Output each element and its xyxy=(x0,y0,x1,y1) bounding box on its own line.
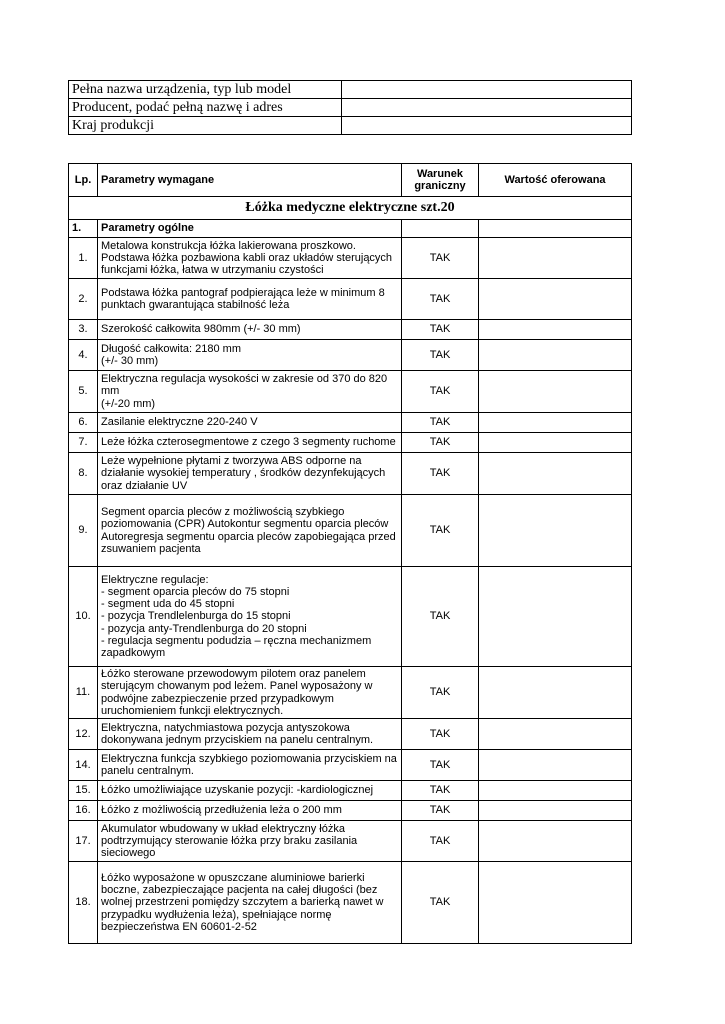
row-offered-value-field[interactable] xyxy=(479,279,632,320)
row-parameter: Elektryczne regulacje: - segment oparcia pleców do 75 stopni - segment uda do 45 stopni - pozycja Trendlelenburga do 15 stopni - pozycja anty-Trendlenburga do 20 stopni - regulacja segmentu podudzia – ręczna mechanizmem zapadkowym xyxy=(98,567,402,667)
row-number: 16. xyxy=(69,801,98,821)
header-condition: Warunek graniczny xyxy=(402,164,479,197)
header-row xyxy=(69,164,632,197)
section-title: Łóżka medyczne elektryczne szt.20 xyxy=(69,197,632,220)
row-number: 4. xyxy=(69,340,98,371)
row-condition: TAK xyxy=(402,320,479,340)
row-offered-value-field[interactable] xyxy=(479,320,632,340)
info-label: Pełna nazwa urządzenia, typ lub model xyxy=(69,81,342,99)
row-offered-value-field[interactable] xyxy=(479,667,632,719)
row-parameter: Elektryczna, natychmiastowa pozycja antyszokowa dokonywana jednym przyciskiem na panelu centralnym. xyxy=(98,719,402,750)
row-number: 2. xyxy=(69,279,98,320)
table-row xyxy=(69,279,632,320)
table-row xyxy=(69,495,632,567)
row-offered-value-field[interactable] xyxy=(479,567,632,667)
table-row xyxy=(69,371,632,413)
table-row xyxy=(69,453,632,495)
row-parameter: Długość całkowita: 2180 mm (+/- 30 mm) xyxy=(98,340,402,371)
row-number: 17. xyxy=(69,821,98,862)
table-row xyxy=(69,567,632,667)
group-condition-cell xyxy=(402,220,479,238)
row-condition: TAK xyxy=(402,567,479,667)
row-condition: TAK xyxy=(402,667,479,719)
table-row xyxy=(69,413,632,433)
table-row xyxy=(69,238,632,279)
row-number: 6. xyxy=(69,413,98,433)
row-number: 9. xyxy=(69,495,98,567)
row-number: 15. xyxy=(69,781,98,801)
row-parameter: Elektryczna funkcja szybkiego poziomowania przyciskiem na panelu centralnym. xyxy=(98,750,402,781)
table-row xyxy=(69,801,632,821)
table-row xyxy=(69,821,632,862)
row-offered-value-field[interactable] xyxy=(479,719,632,750)
header-parameters: Parametry wymagane xyxy=(98,164,402,197)
table-row xyxy=(69,340,632,371)
row-condition: TAK xyxy=(402,340,479,371)
row-number: 8. xyxy=(69,453,98,495)
table-row xyxy=(69,320,632,340)
row-number: 1. xyxy=(69,238,98,279)
row-condition: TAK xyxy=(402,413,479,433)
row-condition: TAK xyxy=(402,801,479,821)
table-row xyxy=(69,781,632,801)
row-offered-value-field[interactable] xyxy=(479,433,632,453)
row-condition: TAK xyxy=(402,821,479,862)
group-number: 1. xyxy=(69,220,98,238)
row-number: 11. xyxy=(69,667,98,719)
section-row xyxy=(69,197,632,220)
row-offered-value-field[interactable] xyxy=(479,453,632,495)
row-parameter: Zasilanie elektryczne 220-240 V xyxy=(98,413,402,433)
row-number: 7. xyxy=(69,433,98,453)
parameters-table xyxy=(68,163,632,944)
row-condition: TAK xyxy=(402,750,479,781)
row-condition: TAK xyxy=(402,719,479,750)
group-row xyxy=(69,220,632,238)
row-number: 18. xyxy=(69,862,98,944)
table-row xyxy=(69,750,632,781)
row-parameter: Łóżko sterowane przewodowym pilotem oraz panelem sterującym chowanym pod leżem. Panel wyposażony w podwójne zabezpieczenie przed przypadkowym uruchomieniem funkcji elektrycznych. xyxy=(98,667,402,719)
row-condition: TAK xyxy=(402,371,479,413)
row-offered-value-field[interactable] xyxy=(479,238,632,279)
info-value-field[interactable] xyxy=(342,81,632,99)
row-condition: TAK xyxy=(402,279,479,320)
row-parameter: Akumulator wbudowany w układ elektryczny łóżka podtrzymujący sterowanie łóżka przy braku zasilania sieciowego xyxy=(98,821,402,862)
row-offered-value-field[interactable] xyxy=(479,801,632,821)
row-condition: TAK xyxy=(402,453,479,495)
table-row xyxy=(69,667,632,719)
row-parameter: Leże łóżka czterosegmentowe z czego 3 segmenty ruchome xyxy=(98,433,402,453)
row-offered-value-field[interactable] xyxy=(479,413,632,433)
row-condition: TAK xyxy=(402,495,479,567)
row-number: 10. xyxy=(69,567,98,667)
info-label: Producent, podać pełną nazwę i adres xyxy=(69,99,342,117)
row-parameter: Łóżko z możliwością przedłużenia leża o 200 mm xyxy=(98,801,402,821)
info-row xyxy=(69,117,632,135)
row-offered-value-field[interactable] xyxy=(479,821,632,862)
row-offered-value-field[interactable] xyxy=(479,781,632,801)
row-parameter: Łóżko umożliwiające uzyskanie pozycji: -kardiologicznej xyxy=(98,781,402,801)
info-row xyxy=(69,99,632,117)
info-value-field[interactable] xyxy=(342,117,632,135)
row-parameter: Podstawa łóżka pantograf podpierająca leże w minimum 8 punktach gwarantująca stabilność leża xyxy=(98,279,402,320)
row-number: 14. xyxy=(69,750,98,781)
table-row xyxy=(69,862,632,944)
row-parameter: Elektryczna regulacja wysokości w zakresie od 370 do 820 mm (+/-20 mm) xyxy=(98,371,402,413)
row-condition: TAK xyxy=(402,862,479,944)
row-number: 5. xyxy=(69,371,98,413)
row-parameter: Segment oparcia pleców z możliwością szybkiego poziomowania (CPR) Autokontur segmentu oparcia pleców Autoregresja segmentu oparcia pleców zapobiegająca przed zsuwaniem pacjenta xyxy=(98,495,402,567)
row-condition: TAK xyxy=(402,781,479,801)
header-offered-value: Wartość oferowana xyxy=(479,164,632,197)
header-lp: Lp. xyxy=(69,164,98,197)
row-condition: TAK xyxy=(402,433,479,453)
row-number: 12. xyxy=(69,719,98,750)
info-row xyxy=(69,81,632,99)
table-row xyxy=(69,433,632,453)
group-value-cell xyxy=(479,220,632,238)
row-offered-value-field[interactable] xyxy=(479,340,632,371)
table-row xyxy=(69,719,632,750)
row-condition: TAK xyxy=(402,238,479,279)
row-offered-value-field[interactable] xyxy=(479,495,632,567)
row-number: 3. xyxy=(69,320,98,340)
group-label: Parametry ogólne xyxy=(98,220,402,238)
info-label: Kraj produkcji xyxy=(69,117,342,135)
device-info-table xyxy=(68,80,632,135)
info-value-field[interactable] xyxy=(342,99,632,117)
row-offered-value-field[interactable] xyxy=(479,371,632,413)
row-parameter: Szerokość całkowita 980mm (+/- 30 mm) xyxy=(98,320,402,340)
row-parameter: Metalowa konstrukcja łóżka lakierowana proszkowo. Podstawa łóżka pozbawiona kabli oraz układów sterujących funkcjami łóżka, łatwa w utrzymaniu czystości xyxy=(98,238,402,279)
row-parameter: Leże wypełnione płytami z tworzywa ABS odporne na działanie wysokiej temperatury , środków dezynfekujących oraz działanie UV xyxy=(98,453,402,495)
row-parameter: Łóżko wyposażone w opuszczane aluminiowe barierki boczne, zabezpieczające pacjenta na całej długości (bez wolnej przestrzeni pomiędzy szczytem a barierką nawet w przypadku wydłużenia leża), spełniające normę bezpieczeństwa EN 60601-2-52 xyxy=(98,862,402,944)
row-offered-value-field[interactable] xyxy=(479,750,632,781)
row-offered-value-field[interactable] xyxy=(479,862,632,944)
